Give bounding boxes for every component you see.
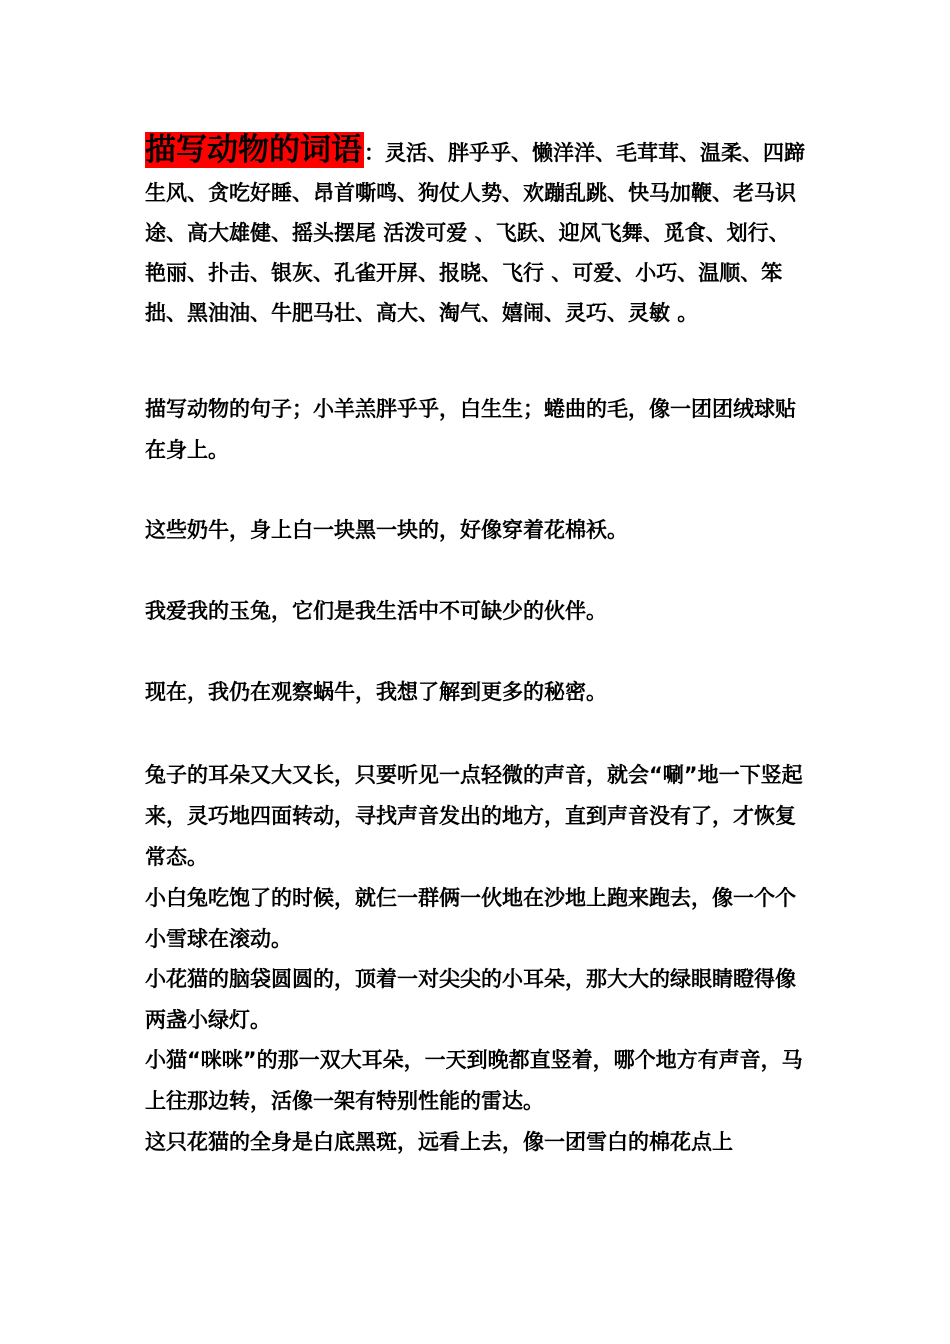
- sentence-paragraph: 描写动物的句子；小羊羔胖乎乎，白生生；蜷曲的毛，像一团团绒球贴在身上。: [145, 397, 796, 462]
- sentence-paragraph: 小白兔吃饱了的时候，就仨一群俩一伙地在沙地上跑来跑去，像一个个小雪球在滚动。: [145, 886, 796, 951]
- sentence-paragraph: 这只花猫的全身是白底黑斑，远看上去，像一团雪白的棉花点上: [145, 1130, 733, 1154]
- sentence-paragraph: 这些奶牛，身上白一块黑一块的，好像穿着花棉袄。: [145, 518, 628, 542]
- sentence-paragraph: 兔子的耳朵又大又长，只要听见一点轻微的声音，就会“唰”地一下竖起来，灵巧地四面转动，寻找声音发出的地方，直到声音没有了，才恢复常态。: [145, 763, 803, 869]
- vocabulary-heading: 描写动物的词语: [145, 132, 362, 168]
- sentence-paragraph: 小花猫的脑袋圆圆的，顶着一对尖尖的小耳朵，那大大的绿眼睛瞪得像两盏小绿灯。: [145, 967, 796, 1032]
- sentence-paragraph: 我爱我的玉兔，它们是我生活中不可缺少的伙伴。: [145, 599, 607, 623]
- vocabulary-words: ：灵活、胖乎乎、懒洋洋、毛茸茸、温柔、四蹄生风、贪吃好睡、昂首嘶鸣、狗仗人势、欢蹦乱跳、快马加鞭、老马识途、高大雄健、摇头摆尾 活泼可爱 、飞跃、迎风飞舞、觅食、划行、艳丽、扑击、银灰、孔雀开屏、报晓、飞行 、可爱、小巧、温顺、笨拙、黑油油、牛肥马壮、高大、淘气、嬉闹、灵巧、灵敏 。: [145, 141, 805, 325]
- sentence-paragraph: 现在，我仍在观察蜗牛，我想了解到更多的秘密。: [145, 680, 607, 704]
- vocabulary-paragraph: [145, 130, 810, 333]
- sentence-paragraph: 小猫“咪咪”的那一双大耳朵，一天到晚都直竖着，哪个地方有声音，马上往那边转，活像一架有特别性能的雷达。: [145, 1048, 803, 1113]
